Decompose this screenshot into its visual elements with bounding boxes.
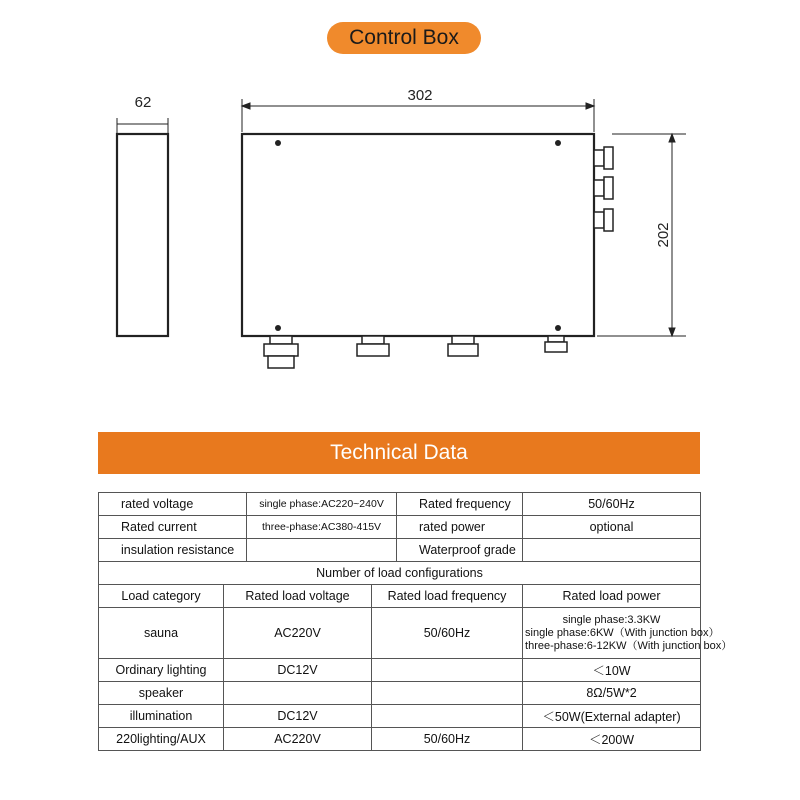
load-voltage-cell: DC12V	[224, 705, 372, 728]
waterproof-grade-label: Waterproof grade	[397, 539, 523, 562]
side-connectors	[594, 147, 613, 231]
table-row	[99, 516, 701, 539]
screw-hole-icon	[275, 140, 281, 146]
technical-data-banner: Technical Data	[98, 432, 700, 474]
rated-power-label: rated power	[397, 516, 523, 539]
load-category-cell: Ordinary lighting	[99, 659, 224, 682]
load-voltage-cell	[224, 682, 372, 705]
load-category-cell: sauna	[99, 608, 224, 659]
rated-current-label: Rated current	[99, 516, 247, 539]
table-row	[99, 539, 701, 562]
technical-data-table	[98, 492, 733, 751]
depth-dimension-label: 62	[134, 94, 152, 111]
rated-voltage-three-value: three-phase:AC380-415V	[247, 516, 397, 539]
load-power-cell	[523, 608, 733, 659]
rated-voltage-label: rated voltage	[99, 493, 247, 516]
screw-hole-icon	[555, 140, 561, 146]
height-dimension-label: 202	[655, 222, 672, 248]
load-power-cell: ＜10W	[523, 659, 701, 682]
table-row	[99, 682, 701, 705]
table-row	[99, 562, 701, 585]
insulation-resistance-value	[247, 539, 397, 562]
power-line: single phase:3.3KW	[562, 613, 661, 626]
column-header: Rated load power	[523, 585, 701, 608]
table-row	[99, 728, 701, 751]
screw-hole-icon	[275, 325, 281, 331]
table-row	[99, 585, 701, 608]
width-dimension-label: 302	[407, 87, 433, 104]
load-frequency-cell	[372, 659, 523, 682]
load-voltage-cell: AC220V	[224, 608, 372, 659]
load-category-cell: speaker	[99, 682, 224, 705]
load-frequency-cell	[372, 682, 523, 705]
column-header: Load category	[99, 585, 224, 608]
load-frequency-cell	[372, 705, 523, 728]
rated-voltage-single-value: single phase:AC220~240V	[247, 493, 397, 516]
column-header: Rated load voltage	[224, 585, 372, 608]
rated-frequency-label: Rated frequency	[397, 493, 523, 516]
table-row	[99, 705, 701, 728]
cable-glands	[264, 336, 567, 368]
insulation-resistance-label: insulation resistance	[99, 539, 247, 562]
power-line: three-phase:6-12KW（With junction box）	[525, 639, 733, 652]
load-power-cell: ＜200W	[523, 728, 701, 751]
rated-power-value: optional	[523, 516, 701, 539]
power-line: single phase:6KW（With junction box）	[525, 626, 720, 639]
front-view	[242, 134, 594, 336]
load-frequency-cell: 50/60Hz	[372, 608, 523, 659]
load-category-cell: illumination	[99, 705, 224, 728]
rated-frequency-value: 50/60Hz	[523, 493, 701, 516]
load-voltage-cell: AC220V	[224, 728, 372, 751]
load-category-cell: 220lighting/AUX	[99, 728, 224, 751]
table-row	[99, 493, 701, 516]
column-header: Rated load frequency	[372, 585, 523, 608]
waterproof-grade-value	[523, 539, 701, 562]
load-power-cell: 8Ω/5W*2	[523, 682, 701, 705]
screw-hole-icon	[555, 325, 561, 331]
table-row	[99, 608, 701, 659]
table-row	[99, 659, 701, 682]
side-view	[117, 118, 168, 336]
load-power-cell: ＜50W(External adapter)	[523, 705, 701, 728]
load-voltage-cell: DC12V	[224, 659, 372, 682]
load-configurations-title: Number of load configurations	[99, 562, 701, 585]
page-title: Control Box	[327, 22, 481, 54]
load-frequency-cell: 50/60Hz	[372, 728, 523, 751]
